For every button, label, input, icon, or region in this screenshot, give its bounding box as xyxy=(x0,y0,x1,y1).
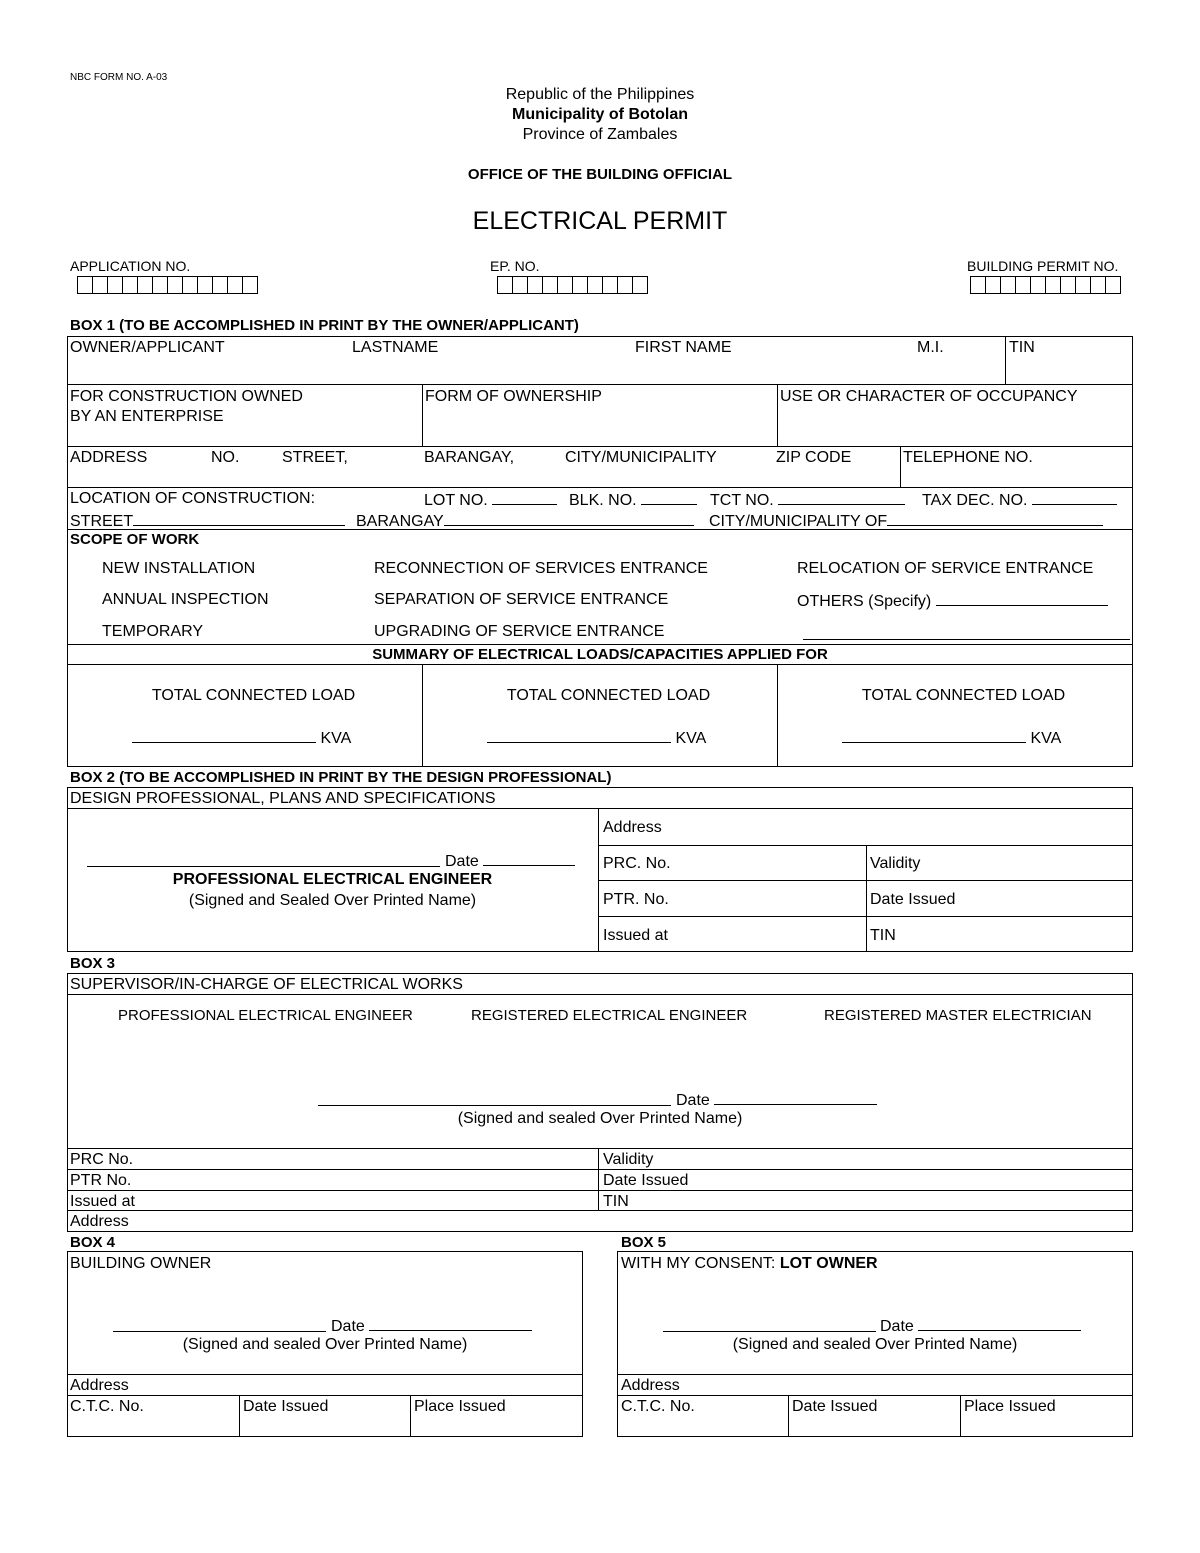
date-label: Date xyxy=(445,853,479,870)
lot-owner-title-bold: LOT OWNER xyxy=(779,1255,878,1272)
total-load-label-3: TOTAL CONNECTED LOAD xyxy=(861,687,1066,704)
lot-owner-signed-note: (Signed and sealed Over Printed Name) xyxy=(732,1336,1018,1353)
divider xyxy=(67,1148,1133,1149)
divider xyxy=(900,446,901,487)
lot-no-field[interactable] xyxy=(424,490,557,510)
divider xyxy=(67,487,1133,488)
ep-no-label: EP. NO. xyxy=(490,258,540,274)
divider xyxy=(617,1374,1133,1375)
divider xyxy=(598,916,1133,917)
designer-ptr-label: PTR. No. xyxy=(603,891,669,908)
for-construction-label-2: BY AN ENTERPRISE xyxy=(70,408,224,425)
designer-signed-note: (Signed and Sealed Over Printed Name) xyxy=(188,892,477,909)
divider xyxy=(239,1395,240,1437)
first-name-label: FIRST NAME xyxy=(635,339,732,356)
owner-ctc-label: C.T.C. No. xyxy=(70,1398,144,1415)
lot-owner-date-issued-label: Date Issued xyxy=(792,1398,878,1415)
total-load-label-2: TOTAL CONNECTED LOAD xyxy=(506,687,711,704)
divider xyxy=(598,1148,599,1210)
location-city-label: CITY/MUNICIPALITY OF xyxy=(709,513,888,530)
application-no-label: APPLICATION NO. xyxy=(70,258,191,274)
lot-owner-title-prefix: WITH MY CONSENT: xyxy=(621,1255,776,1272)
address-city-label: CITY/MUNICIPALITY xyxy=(565,449,717,466)
supervisor-tin-label: TIN xyxy=(603,1193,629,1210)
box2-subheading: DESIGN PROFESSIONAL, PLANS AND SPECIFICATIONS xyxy=(70,790,496,807)
telephone-label: TELEPHONE NO. xyxy=(903,449,1033,466)
scope-others-label: OTHERS (Specify) xyxy=(797,593,932,610)
divider xyxy=(67,446,1133,447)
for-construction-label: FOR CONSTRUCTION OWNED xyxy=(70,388,303,405)
scope-title: SCOPE OF WORK xyxy=(70,531,200,548)
header-province: Province of Zambales xyxy=(522,126,678,143)
zip-code-label: ZIP CODE xyxy=(776,449,852,466)
divider xyxy=(598,880,1133,881)
application-no-boxes[interactable] xyxy=(78,276,258,294)
divider xyxy=(788,1395,789,1437)
scope-others-line-2[interactable] xyxy=(803,639,1130,640)
box4-heading: BOX 4 xyxy=(70,1234,116,1251)
blk-no-label: BLK. NO. xyxy=(569,492,637,509)
date-label: Date xyxy=(676,1092,710,1109)
divider xyxy=(410,1395,411,1437)
total-load-field-2[interactable] xyxy=(487,728,706,748)
designer-date-field[interactable] xyxy=(445,851,575,871)
divider xyxy=(67,644,1133,645)
kva-label: KVA xyxy=(320,730,352,747)
divider xyxy=(1005,336,1006,384)
designer-validity-label: Validity xyxy=(870,855,921,872)
owner-address-label: Address xyxy=(70,1377,129,1394)
supervisor-pee-option[interactable]: PROFESSIONAL ELECTRICAL ENGINEER xyxy=(118,1007,413,1024)
divider xyxy=(67,1374,583,1375)
divider xyxy=(67,1190,1133,1191)
location-street-label: STREET xyxy=(70,513,134,530)
lot-owner-date-field[interactable] xyxy=(880,1316,1081,1336)
owner-signature-line[interactable] xyxy=(113,1331,326,1332)
lot-owner-ctc-label: C.T.C. No. xyxy=(621,1398,695,1415)
lot-no-label: LOT NO. xyxy=(424,492,488,509)
divider xyxy=(617,1395,1133,1396)
designer-title: PROFESSIONAL ELECTRICAL ENGINEER xyxy=(172,871,493,888)
divider xyxy=(67,994,1133,995)
building-permit-no-label: BUILDING PERMIT NO. xyxy=(967,258,1119,274)
supervisor-signed-note: (Signed and sealed Over Printed Name) xyxy=(457,1110,743,1127)
box3-heading: BOX 3 xyxy=(70,955,116,972)
owner-date-field[interactable] xyxy=(331,1316,532,1336)
date-label: Date xyxy=(331,1318,365,1335)
divider xyxy=(67,1395,583,1396)
owner-date-issued-label: Date Issued xyxy=(243,1398,329,1415)
scope-new-installation[interactable]: NEW INSTALLATION xyxy=(102,560,256,577)
box3-subheading: SUPERVISOR/IN-CHARGE OF ELECTRICAL WORKS xyxy=(70,976,463,993)
designer-tin-label: TIN xyxy=(870,927,896,944)
scope-reconnection[interactable]: RECONNECTION OF SERVICES ENTRANCE xyxy=(374,560,708,577)
supervisor-date-field[interactable] xyxy=(676,1090,877,1110)
location-barangay-label: BARANGAY xyxy=(356,513,444,530)
location-city-field[interactable] xyxy=(709,511,1103,531)
header-republic: Republic of the Philippines xyxy=(505,86,695,103)
blk-no-field[interactable] xyxy=(569,490,697,510)
header-office: OFFICE OF THE BUILDING OFFICIAL xyxy=(467,166,733,183)
address-no-label: NO. xyxy=(211,449,240,466)
box1-heading: BOX 1 (TO BE ACCOMPLISHED IN PRINT BY THE OWNER/APPLICANT) xyxy=(70,317,579,334)
kva-label: KVA xyxy=(675,730,707,747)
ep-no-boxes[interactable] xyxy=(498,276,648,294)
form-number: NBC FORM NO. A-03 xyxy=(70,72,168,83)
supervisor-ptr-label: PTR No. xyxy=(70,1172,132,1189)
lastname-label: LASTNAME xyxy=(352,339,439,356)
scope-annual-inspection[interactable]: ANNUAL INSPECTION xyxy=(102,591,269,608)
supervisor-validity-label: Validity xyxy=(603,1151,654,1168)
designer-signature-line[interactable] xyxy=(87,866,440,867)
divider xyxy=(422,664,423,767)
owner-signed-note: (Signed and sealed Over Printed Name) xyxy=(182,1336,468,1353)
location-street-field[interactable] xyxy=(70,511,345,531)
scope-separation[interactable]: SEPARATION OF SERVICE ENTRANCE xyxy=(374,591,669,608)
summary-title: SUMMARY OF ELECTRICAL LOADS/CAPACITIES APPLIED FOR xyxy=(372,646,828,663)
box5-heading: BOX 5 xyxy=(621,1234,667,1251)
mi-label: M.I. xyxy=(917,339,944,356)
supervisor-signature-line[interactable] xyxy=(318,1105,671,1106)
scope-relocation[interactable]: RELOCATION OF SERVICE ENTRANCE xyxy=(797,560,1094,577)
lot-owner-address-label: Address xyxy=(621,1377,680,1394)
divider xyxy=(67,664,1133,665)
owner-applicant-label: OWNER/APPLICANT xyxy=(70,339,225,356)
divider xyxy=(67,1210,1133,1211)
divider xyxy=(960,1395,961,1437)
box2-frame xyxy=(67,787,1133,952)
divider xyxy=(777,384,778,446)
scope-upgrading[interactable]: UPGRADING OF SERVICE ENTRANCE xyxy=(374,623,665,640)
lot-owner-place-issued-label: Place Issued xyxy=(964,1398,1056,1415)
supervisor-prc-label: PRC No. xyxy=(70,1151,134,1168)
date-label: Date xyxy=(880,1318,914,1335)
divider xyxy=(67,384,1133,385)
supervisor-issued-at-label: Issued at xyxy=(70,1193,135,1210)
divider xyxy=(67,1169,1133,1170)
tct-no-label: TCT NO. xyxy=(710,492,774,509)
location-barangay-field[interactable] xyxy=(356,511,694,531)
designer-issued-at-label: Issued at xyxy=(603,927,668,944)
tax-dec-no-field[interactable] xyxy=(922,490,1117,510)
scope-others[interactable] xyxy=(797,591,1108,611)
supervisor-ree-option[interactable]: REGISTERED ELECTRICAL ENGINEER xyxy=(471,1007,748,1024)
total-load-field-3[interactable] xyxy=(842,728,1061,748)
lot-owner-title xyxy=(621,1255,878,1273)
total-load-label-1: TOTAL CONNECTED LOAD xyxy=(151,687,356,704)
supervisor-address-label: Address xyxy=(70,1213,129,1230)
total-load-field-1[interactable] xyxy=(132,728,351,748)
designer-date-issued-label: Date Issued xyxy=(870,891,956,908)
supervisor-rme-option[interactable]: REGISTERED MASTER ELECTRICIAN xyxy=(824,1007,1092,1024)
page-title: ELECTRICAL PERMIT xyxy=(472,207,728,235)
designer-prc-label: PRC. No. xyxy=(603,855,671,872)
header-municipality: Municipality of Botolan xyxy=(512,106,688,123)
lot-owner-signature-line[interactable] xyxy=(663,1331,876,1332)
tct-no-field[interactable] xyxy=(710,490,905,510)
divider xyxy=(67,808,1133,809)
owner-place-issued-label: Place Issued xyxy=(414,1398,506,1415)
location-label: LOCATION OF CONSTRUCTION: xyxy=(70,490,316,507)
supervisor-date-issued-label: Date Issued xyxy=(603,1172,689,1189)
address-barangay-label: BARANGAY, xyxy=(424,449,515,466)
building-owner-title: BUILDING OWNER xyxy=(70,1255,212,1272)
address-street-label: STREET, xyxy=(282,449,348,466)
designer-address-label: Address xyxy=(603,819,662,836)
divider xyxy=(422,384,423,446)
divider xyxy=(777,664,778,767)
tin-label: TIN xyxy=(1009,339,1035,356)
building-permit-no-boxes[interactable] xyxy=(971,276,1121,294)
divider xyxy=(866,845,867,952)
divider xyxy=(67,529,1133,530)
box2-heading: BOX 2 (TO BE ACCOMPLISHED IN PRINT BY THE DESIGN PROFESSIONAL) xyxy=(70,769,612,786)
tax-dec-no-label: TAX DEC. NO. xyxy=(922,492,1028,509)
scope-temporary[interactable]: TEMPORARY xyxy=(102,623,204,640)
kva-label: KVA xyxy=(1030,730,1062,747)
use-of-occupancy-label: USE OR CHARACTER OF OCCUPANCY xyxy=(780,388,1078,405)
form-of-ownership-label: FORM OF OWNERSHIP xyxy=(425,388,602,405)
address-label: ADDRESS xyxy=(70,449,148,466)
